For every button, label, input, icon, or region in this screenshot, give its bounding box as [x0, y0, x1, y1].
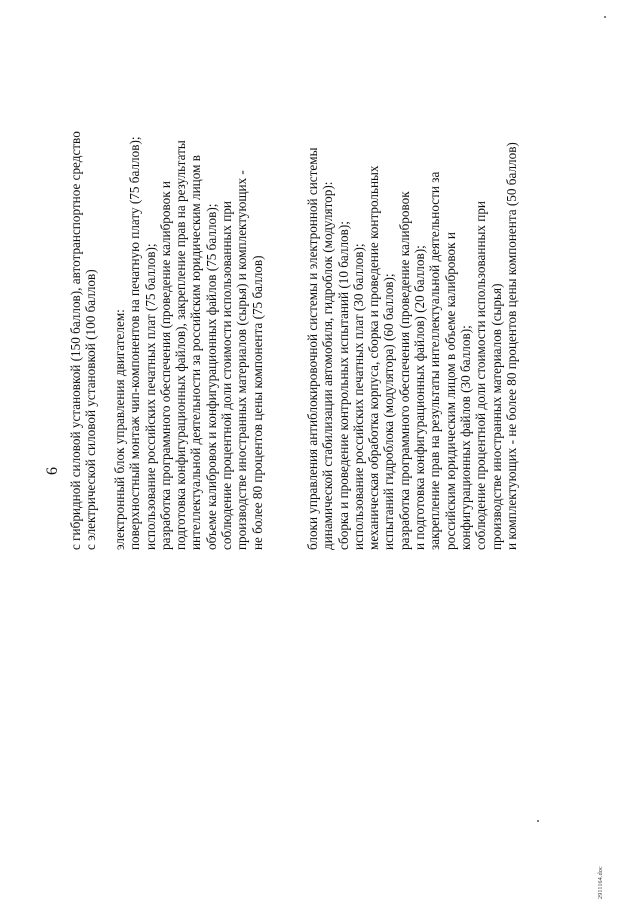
text-line: производстве иностранных материалов (сырья) и комплектующих -	[234, 170, 250, 550]
text-line: разработка программного обеспечения (проведение калибровок	[396, 191, 412, 550]
text-line: разработка программного обеспечения (проведение калибровок и	[157, 181, 173, 550]
text-line: российским юридическим лицом в объеме калибровок и	[442, 232, 458, 550]
text-line: поверхностный монтаж чип-компонентов на печатную плату (75 баллов);	[127, 136, 143, 550]
text-line: и подготовка конфигурационных файлов) (20 баллов);	[412, 245, 428, 550]
text-line: испытаний гидроблока (модулятора) (60 баллов);	[381, 273, 397, 550]
scan-speck	[537, 820, 539, 822]
text-line: закрепление прав на результаты интеллектуальной деятельности за	[427, 171, 443, 550]
text-line: использование российских печатных плат (30 баллов);	[350, 243, 366, 550]
text-line: не более 80 процентов цены компонента (75 баллов)	[249, 255, 265, 550]
text-line: блоки управления антиблокировочной системы и электронной системы	[305, 147, 320, 550]
file-name-footer: 2911164.doc	[598, 866, 604, 899]
text-line: соблюдение процентной доли стоимости использованных при	[473, 201, 489, 550]
text-line: использование российских печатных плат (75 баллов);	[142, 243, 158, 550]
text-line: и комплектующих - не более 80 процентов цены компонента (50 баллов)	[503, 142, 519, 550]
abs-esc-units-paragraph	[305, 10, 519, 550]
text-line: с гибридной силовой установкой (150 баллов), автотранспортное средство	[68, 131, 83, 550]
page-number: 6	[44, 467, 61, 475]
text-line: механическая обработка корпуса, сборка и проведение контрольных	[366, 165, 382, 550]
text-line: подготовка конфигурационных файлов), закрепление прав на результаты	[173, 140, 189, 550]
text-line: электронный блок управления двигателем:	[112, 309, 127, 550]
text-line: объеме калибровок и конфигурационных файлов (75 баллов);	[203, 203, 219, 550]
scan-speck	[604, 16, 606, 18]
text-line: сборка и проведение контрольных испытаний (10 баллов);	[335, 221, 351, 550]
text-line: с электрической силовой установкой (100 баллов)	[83, 269, 99, 550]
text-line: динамической стабилизации автомобиля, гидроблок (модулятор):	[320, 181, 336, 550]
text-line: конфигурационных файлов (30 баллов);	[457, 325, 473, 550]
text-line: интеллектуальной деятельности за российским юридическим лицом в	[188, 155, 204, 550]
engine-control-unit-paragraph	[112, 10, 265, 550]
text-line: соблюдение процентной доли стоимости использованных при	[219, 201, 235, 550]
text-line: производстве иностранных материалов (сырья)	[488, 283, 504, 550]
vehicle-types-paragraph	[68, 10, 99, 550]
